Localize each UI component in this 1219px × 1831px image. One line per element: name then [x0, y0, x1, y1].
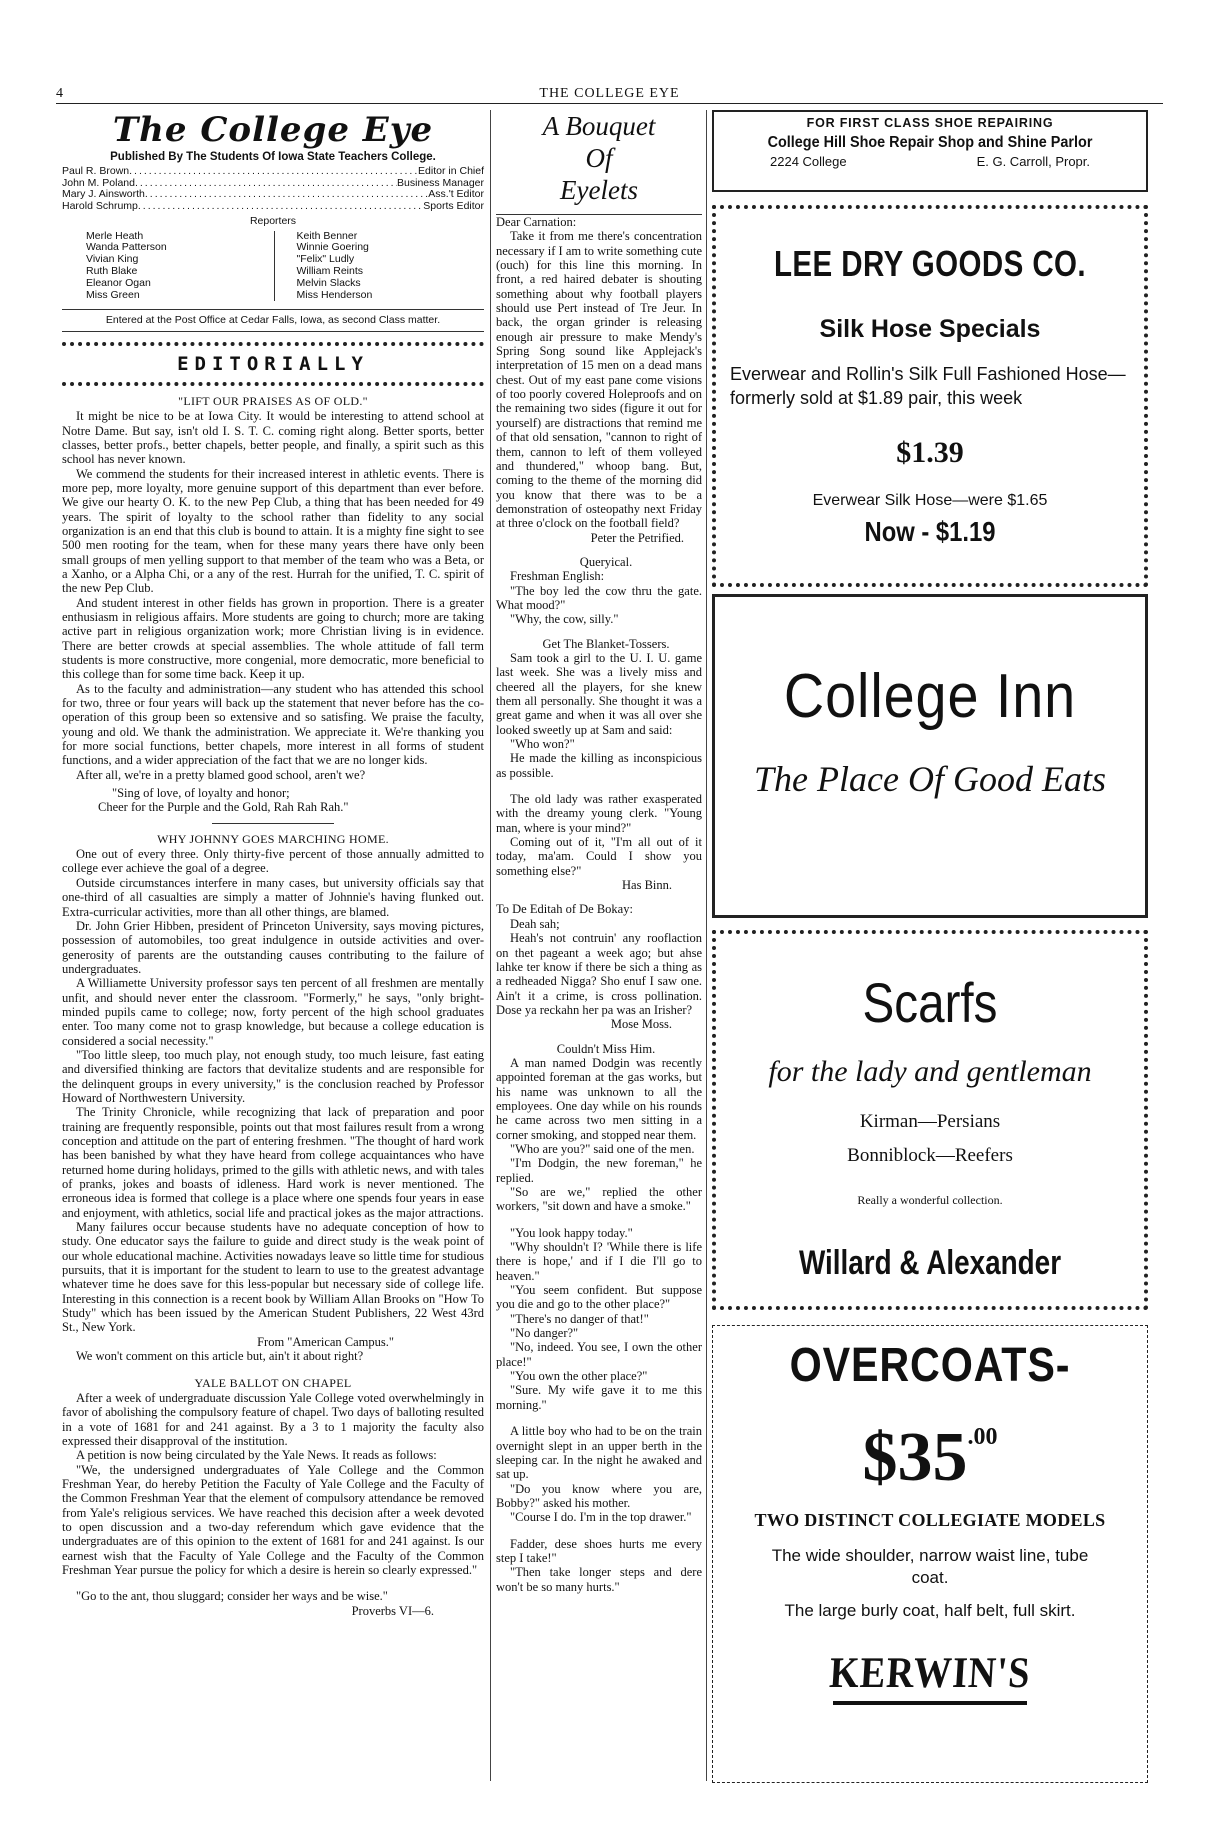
paragraph: "Why shouldn't I? 'While there is life there is hope,' and if I die I'll go to heaven." — [496, 1240, 702, 1283]
paragraph: Many failures occur because students have no adequate conception of how to study. One educator says the failure to guide and direct study is the weak point of our whole educational machine. Activities nowadays leave so little time for studious pursuits, that it is important for the student to learn to use to the greatest advantage whatever time he does save for this less-popular but necessary side of college life. Interesting in this connection is a recent book by William Allan Brooks on "How To Study" which has been issued by the American Student Publishers, 22 West 43rd St., New York. — [62, 1220, 484, 1335]
article-title: WHY JOHNNY GOES MARCHING HOME. — [157, 831, 389, 846]
bouquet-title: A Bouquet Of Eyelets — [542, 111, 656, 205]
proverb: "Go to the ant, thou sluggard; consider her ways and be wise." — [76, 1589, 388, 1604]
paragraph: "We, the undersigned undergraduates of Yale College and the Common Freshman Year, do hereby Petition the Faculty of Yale College and the Faculty of the Common Freshman Year that the element of compulsory attendance be removed from Yale's religious services. We have reached this decision after a week devoted to open discussion and a two-day referendum which gave evidence that the undergraduates are of this opinion to the extent of 1681 for and 241 against. Is our earnest wish that the Faculty of Yale College and the Faculty of the Common Freshman Year pursue the policy for which a desire is herein so clearly expressed." — [62, 1462, 484, 1577]
ad-body: Everwear and Rollin's Silk Full Fashioned Hose—formerly sold at $1.89 pair, this week — [730, 364, 1126, 408]
ad-shop-name: College Hill Shoe Repair Shop and Shine Parlor — [767, 134, 1093, 151]
verse-line: Cheer for the Purple and the Gold, Rah Rah Rah." — [98, 800, 349, 815]
ad-description: The large burly coat, half belt, full skirt. — [784, 1601, 1076, 1620]
paragraph: Deah sah; — [510, 916, 560, 931]
masthead-title: The College Eye — [112, 110, 434, 150]
paragraph: "Who are you?" said one of the men. — [510, 1141, 695, 1156]
paragraph: "The boy led the cow thru the gate. What mood?" — [496, 583, 702, 612]
column-rule — [490, 110, 491, 1781]
verse-line: "Sing of love, of loyalty and honor; — [112, 786, 290, 801]
ad-store-name: College Inn — [783, 662, 1077, 731]
ad-line: Kirman—Persians — [859, 1111, 1001, 1132]
ad-store-name: LEE DRY GOODS CO. — [773, 243, 1087, 284]
staff-row: Mary J. Ainsworth ..... Ass.'t Editor — [62, 189, 484, 201]
letter-salutation: Dear Carnation: — [496, 215, 577, 229]
paragraph: Coming out of it, "I'm all out of it today, ma'am. Could I show you something else?" — [496, 835, 702, 878]
postal-entry-notice: Entered at the Post Office at Cedar Falls, Iowa, as second Class matter. — [62, 309, 484, 331]
page-number: 4 — [56, 86, 63, 101]
paragraph: A Williamette University professor says ten percent of all freshmen are mentally unfit, and should never enter the classroom. "Formerly," he says, "only bright-minded pupils came to college; now, forty percent of the high school graduates enter. Too many come not to grasp knowledge, but because a college education is considered a social necessity." — [62, 976, 484, 1048]
reporters-list — [62, 229, 484, 306]
paragraph: The Trinity Chronicle, while recognizing that lack of preparation and poor training are frequently responsible, points out that most failures result from a wrong conception and attitude on the part of entering freshmen. "The thought of hard work has been banished by what they have heard from college acquaintances who have returned home during holidays, primed to the gills with athletic news, and with tales of pranks, jokes and boasts of idleness. Hard work is never mentioned. The erroneous idea is formed that college is a place where one spends four years in ease and enjoyment, with athletics, social life and practical jokes as the major attractions. — [62, 1105, 484, 1220]
reporter: Eleanor Ogan — [86, 276, 151, 289]
ad-price: $1.39 — [896, 436, 964, 469]
ad-now-price: Now - $1.19 — [864, 516, 996, 547]
paragraph: One out of every three. Only thirty-five percent of those annually admitted to college ever achieve the goal of a degree. — [62, 847, 484, 876]
ad-line: Bonniblock—Reefers — [847, 1145, 1013, 1166]
reporter: Merle Heath — [86, 229, 144, 242]
article-source: From "American Campus." — [257, 1334, 394, 1349]
letter-salutation: To De Editah of De Bokay: — [496, 902, 633, 917]
ad-headline: FOR FIRST CLASS SHOE REPAIRING — [806, 116, 1054, 130]
ad-slogan: The Place Of Good Eats — [754, 759, 1106, 799]
paragraph: "No, indeed. You see, I own the other place!" — [496, 1340, 702, 1369]
paragraph: "Too little sleep, too much play, not enough study, too much leisure, fast eating and diversified thinking are factors that devitalize students and are responsible for the delinquent groups in every university," is the conclusion reached by Professor Howard of Northwestern University. — [62, 1047, 484, 1105]
editorial-column — [62, 110, 484, 1618]
editorially-banner: EDITORIALLY — [62, 342, 484, 386]
college-inn-ad — [712, 594, 1148, 918]
ad-address: 2224 College — [770, 154, 847, 169]
staff-row: Paul R. Brown ..... Editor in Chief — [62, 166, 484, 178]
signature: Mose Moss. — [610, 1017, 672, 1032]
ad-headline: Silk Hose Specials — [819, 315, 1041, 343]
paragraph: "So are we," replied the other workers, "sit down and have a smoke." — [496, 1185, 702, 1214]
reporter: "Felix" Ludly — [296, 253, 355, 266]
paragraph: "Then take longer steps and dere won't be so many hurts." — [496, 1565, 702, 1594]
item-title: Get The Blanket-Tossers. — [542, 636, 670, 651]
running-head — [56, 82, 1163, 104]
ad-headline: Scarfs — [862, 971, 998, 1034]
paragraph: As to the faculty and administration—any student who has attended this school for two, three or four years will back up the statement that never before has the co-operation of this group been so extensive and so satisfing. We praise the faculty, young and old. We thank the administration. We appreciate it. We're thanking you for more social functions, better chapels, more interest in all forms of student functions, and a wider appreciation of the fact that we are no longer kids. — [62, 681, 484, 768]
reporter: Ruth Blake — [86, 265, 138, 278]
reporter: William Reints — [296, 265, 364, 278]
masthead-publisher: Published By The Students Of Iowa State Teachers College. — [110, 151, 436, 163]
kerwins-logo: KERWIN'S — [825, 1651, 1035, 1707]
paragraph: "I'm Dodgin, the new foreman," he replied. — [496, 1156, 702, 1185]
reporters-heading: Reporters — [249, 215, 297, 228]
ad-was-price: Everwear Silk Hose—were $1.65 — [812, 492, 1048, 509]
paragraph: Take it from me there's concentration necessary if I am to write something cute (ouch) for this line this morning. In front, a red haired debater is shouting something about why football players should use Pert instead of Tre Jeur. In back, the organ grinder is releasing enough air pressure to make Mendy's Spring Song sound like Applejack's interpretation of 15 men on a dead mans chest. Out of my east pane come visions of too poorly covered Holeproofs and on the remaining two sides (figure it out for yourself) are distractions that remind me of that old sensation, "cannon to right of them, cannon to left of them volleyed and thundered," whoop bang. But, coming to the theme of the morning did you know that there was to be a demonstration of osteopathy next Friday at three o'clock on the football field? — [496, 229, 702, 531]
reporter: Miss Green — [86, 288, 140, 301]
staff-row: Harold Schrump ..... Sports Editor — [62, 201, 484, 213]
ad-description: The wide shoulder, narrow waist line, tube coat. — [771, 1546, 1089, 1587]
ad-proprietor: E. G. Carroll, Propr. — [976, 154, 1090, 169]
bouquet-column — [496, 110, 702, 1594]
paragraph: Outside circumstances interfere in many cases, but university officials say that one-third of all casualties are simply a matter of Johnnie's having flunked out. Extra-curricular activities, more than all other things, are blamed. — [62, 875, 484, 919]
paragraph: And student interest in other fields has grown in proportion. There is a greater enthusiasm in religious affairs. More students are going to church; more are taking active part in religious organization work; more Christian living is in evidence. There are better crowds at special assemblies. The whole attitude of fall term students is more constructive, more congenial, more democratic, more beneficial to this college than for some time back. Keep it up. — [62, 595, 484, 682]
paragraph: A petition is now being circulated by the Yale News. It reads as follows: — [76, 1448, 437, 1463]
paragraph: "Why, the cow, silly." — [510, 612, 619, 627]
reporter: Miss Henderson — [296, 288, 373, 301]
paragraph: Freshman English: — [510, 569, 605, 584]
ad-subhead: for the lady and gentleman — [768, 1055, 1092, 1088]
running-title: THE COLLEGE EYE — [539, 86, 680, 101]
article-title: "LIFT OUR PRAISES AS OF OLD." — [178, 393, 368, 408]
item-title: Queryical. — [579, 554, 633, 569]
paragraph: A man named Dodgin was recently appointed foreman at the gas works, but his name was unknown to all the employees. One day while on his rounds he came across two men sitting in a corner smoking, and stopped near them. — [496, 1055, 702, 1142]
signature: Peter the Petrified. — [590, 530, 684, 545]
paragraph: "You look happy today." — [510, 1225, 633, 1240]
lee-dry-goods-ad — [712, 205, 1148, 587]
reporter: Winnie Goering — [296, 241, 369, 254]
reporter: Vivian King — [86, 253, 139, 266]
paragraph: "You seem confident. But suppose you die and go to the other place?" — [496, 1283, 702, 1312]
paragraph: We won't comment on this article but, ain't it about right? — [76, 1349, 364, 1364]
paragraph: "You own the other place?" — [510, 1369, 648, 1384]
scarfs-ad — [712, 930, 1148, 1310]
paragraph: He made the killing as inconspicious as possible. — [496, 751, 702, 780]
paragraph: Sam took a girl to the U. I. U. game last week. She was a lively miss and cheered all the players, for she knew them all personally. She thought it was a great game and when it was all over she looked sweetly up at Sam and said: — [496, 650, 702, 737]
ad-headline: OVERCOATS- — [789, 1339, 1071, 1392]
ad-price: $\$35^{.00}$ — [862, 1419, 998, 1496]
paragraph: "Do you know where you are, Bobby?" asked his mother. — [496, 1481, 702, 1510]
paragraph: "No danger?" — [510, 1326, 579, 1341]
paragraph: A little boy who had to be on the train overnight slept in an upper berth in the sleeping car. In the night he awaked and sat up. — [496, 1424, 702, 1482]
paragraph: Dr. John Grier Hibben, president of Princeton University, says moving pictures, possession of automobiles, too great indulgence in outside activities and over-generosity of parents are the outstanding causes contributing to the failure of undergraduates. — [62, 918, 484, 976]
paragraph: After a week of undergraduate discussion Yale College voted overwhelmingly in favor of abolishing the compulsory feature of chapel. Two days of balloting resulted in a vote of 1681 for and 241 against. By a 3 to 1 majority the faculty also expressed their disapproval of the institution. — [62, 1390, 484, 1448]
staff-row: John M. Poland ..... Business Manager — [62, 178, 484, 190]
article-title: YALE BALLOT ON CHAPEL — [194, 1375, 352, 1390]
column-rule — [706, 110, 707, 1781]
paragraph: We commend the students for their increased interest in athletic events. There is more pep, more loyalty, more genuine support of this department than ever before. We give our hearty O. K. to the new Pep Club, a thing that has been needed for 49 years. The spirit of loyalty to the school rather than fidelity to any social organization is an end that this club is bound to attain. It is a mighty fine sight to see 500 men rooting for the team, when for these many years there have only been small groups of men yelling support to that member of the team who was a Beta, or a Xanho, or a Alpha Chi, or a any of the rest. Hurrah for the unified, T. C. spirit of the new Pep Club. — [62, 466, 484, 596]
item-title: Couldn't Miss Him. — [556, 1041, 656, 1056]
paragraph: The old lady was rather exasperated with the dreamy young clerk. "Young man, where is your mind?" — [496, 792, 702, 835]
reporter: Melvin Slacks — [296, 276, 361, 289]
paragraph: "Sure. My wife gave it to me this morning." — [496, 1383, 702, 1412]
ad-store-name: Willard & Alexander — [798, 1244, 1062, 1282]
ad-note: Really a wonderful collection. — [857, 1193, 1003, 1207]
reporter: Keith Benner — [296, 229, 358, 242]
shoe-repair-ad — [712, 110, 1148, 192]
paragraph: Fadder, dese shoes hurts me every step I take!" — [496, 1536, 702, 1565]
ad-models: TWO DISTINCT COLLEGIATE MODELS — [754, 1510, 1106, 1530]
paragraph: "There's no danger of that!" — [510, 1311, 649, 1326]
signature: Has Binn. — [622, 878, 672, 893]
reporter: Wanda Patterson — [86, 241, 167, 254]
paragraph: It might be nice to be at Iowa City. It would be interesting to attend school at Notre Dame. But say, isn't old I. S. T. C. coming right along. Better sports, better classes, better profs., better chapels, better people, and finally, a spirit such as this school has never known. — [62, 409, 484, 467]
paragraph: After all, we're in a pretty blamed good school, aren't we? — [76, 767, 366, 782]
paragraph: Heah's not contruin' any rooflaction on thet pageant a week ago; but ahse lahke ter know if there be sich a thing as a redheaded Nigga? Sho enuf I saw one. Ain't it a crime, is cross pollination. Dose ya reckahn her pa was an Irisher? — [496, 931, 702, 1017]
proverb-source: Proverbs VI—6. — [351, 1603, 434, 1618]
overcoats-ad — [712, 1325, 1148, 1783]
paragraph: "Who won?" — [510, 737, 575, 752]
paragraph: "Course I do. I'm in the top drawer." — [510, 1510, 692, 1525]
